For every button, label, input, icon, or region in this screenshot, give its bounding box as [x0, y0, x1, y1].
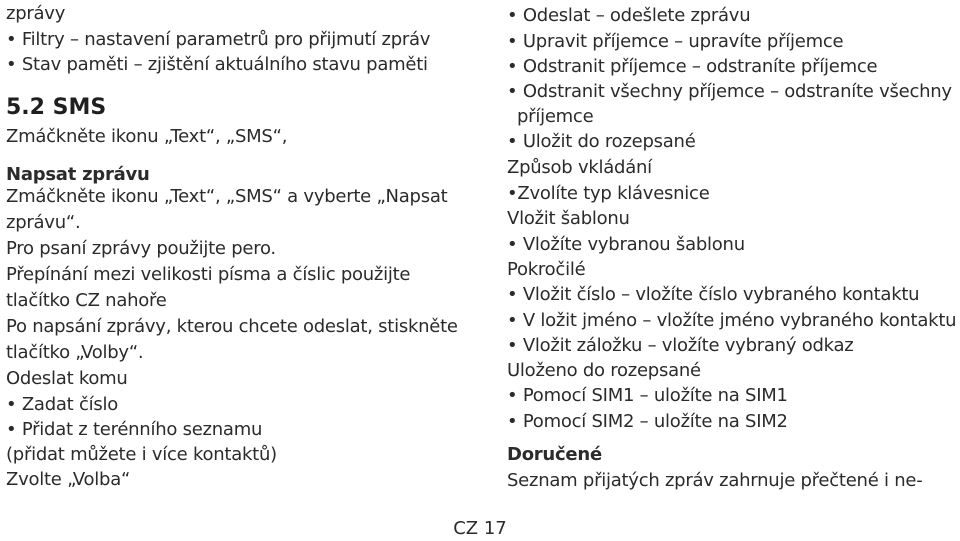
text-line: Pro psaní zprávy použijte pero. — [6, 238, 276, 259]
page-number: CZ 17 — [453, 518, 507, 539]
list-item: • Vložit záložku – vložíte vybraný odkaz — [507, 333, 854, 358]
list-item: • V ložit jméno – vložíte jméno vybraného kontaktu — [507, 308, 956, 333]
text-line: Odeslat komu — [6, 368, 128, 389]
list-item: • Přidat z terénního seznamu — [6, 417, 262, 442]
text-line: tlačítko „Volby“. — [6, 342, 144, 363]
text-line: příjemce — [517, 106, 594, 127]
list-item: • Zvolíte typ klávesnice — [507, 181, 710, 206]
text-line: Zmáčkněte ikonu „Text“, „SMS“ a vyberte „Napsat — [6, 186, 448, 207]
text-line: zprávy — [6, 3, 66, 24]
list-item: • Stav paměti – zjištění aktuálního stavu paměti — [6, 52, 428, 77]
text-line: zprávu“. — [6, 212, 81, 233]
text-line: Seznam přijatých zpráv zahrnuje přečtené i ne- — [507, 470, 923, 491]
list-item: • Vložit číslo – vložíte číslo vybraného kontaktu — [507, 282, 919, 307]
text-line: tlačítko CZ nahoře — [6, 290, 167, 311]
list-item: • Zadat číslo — [6, 392, 118, 417]
list-item: • Pomocí SIM2 – uložíte na SIM2 — [507, 409, 788, 434]
text-line: (přidat můžete i více kontaktů) — [6, 444, 277, 465]
text-line: Vložit šablonu — [507, 208, 630, 229]
list-item: • Filtry – nastavení parametrů pro přijmutí zpráv — [6, 27, 430, 52]
text-line: Pokročilé — [507, 259, 586, 280]
text-line: Způsob vkládání — [507, 157, 652, 178]
list-item: • Odeslat – odešlete zprávu — [507, 3, 750, 28]
list-item: • Odstranit všechny příjemce – odstraníte všechny — [507, 79, 952, 104]
list-item: • Upravit příjemce – upravíte příjemce — [507, 29, 843, 54]
subsection-title: Napsat zprávu — [6, 164, 150, 185]
text-line: Po napsání zprávy, kterou chcete odeslat, stiskněte — [6, 316, 458, 337]
text-line: Uloženo do rozepsané — [507, 360, 701, 381]
section-heading: 5.2 SMS — [6, 95, 107, 120]
list-item: • Uložit do rozepsané — [507, 129, 696, 154]
text-line: Zmáčkněte ikonu „Text“, „SMS“, — [6, 126, 288, 147]
text-line: Zvolte „Volba“ — [6, 469, 131, 490]
section-heading: Doručené — [507, 444, 602, 465]
list-item: • Vložíte vybranou šablonu — [507, 232, 745, 257]
text-line: Přepínání mezi velikosti písma a číslic použijte — [6, 264, 411, 285]
list-item: • Pomocí SIM1 – uložíte na SIM1 — [507, 383, 788, 408]
list-item: • Odstranit příjemce – odstraníte příjemce — [507, 54, 877, 79]
